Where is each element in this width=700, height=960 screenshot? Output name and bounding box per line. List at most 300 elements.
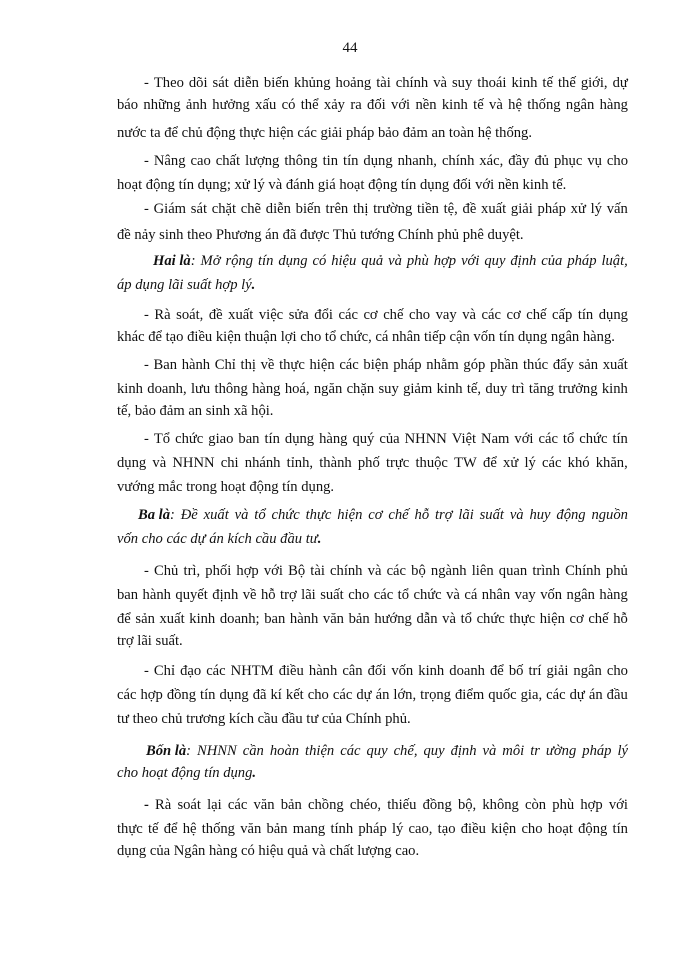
section-heading-line: Hai là: Mở rộng tín dụng có hiệu quả và phù hợp với quy định của pháp luật, [153, 253, 628, 269]
word: sửa [288, 307, 309, 323]
word: trì, [183, 563, 201, 579]
section-heading-line: Ba là: Đề xuất và tổ chức thực hiện cơ chế hỗ trợ lãi suất và huy động nguồn [138, 507, 628, 523]
word: lý [391, 821, 404, 837]
word: cho [348, 587, 370, 603]
word: hỗ [260, 587, 276, 603]
word: ngân [565, 97, 595, 113]
word: đồng [166, 687, 196, 703]
word: Việt [451, 431, 477, 447]
word: điều [278, 663, 304, 679]
word: Chỉ [214, 357, 236, 373]
word: điều [460, 821, 486, 837]
word: Theo [153, 75, 184, 91]
word: dụng [117, 455, 147, 471]
word: tín [612, 431, 628, 447]
word: hàng [252, 381, 281, 397]
word: báo [117, 97, 139, 113]
word: - [144, 563, 149, 579]
word: tín [264, 431, 280, 447]
text-line [117, 454, 628, 472]
word: suất [320, 587, 344, 603]
word: ban [117, 587, 139, 603]
word: liên [471, 563, 494, 579]
word: tín [343, 153, 359, 169]
word: chặt [211, 201, 237, 217]
word: và [482, 743, 497, 759]
word: còn [525, 797, 547, 813]
word: văn [322, 611, 344, 627]
word: cá [464, 587, 478, 603]
word: hợp [580, 797, 603, 813]
word: chéo, [349, 797, 382, 813]
text-line [117, 686, 628, 704]
word: cấp [552, 307, 573, 323]
word: sản [135, 611, 155, 627]
word: hỗ [613, 611, 628, 627]
word: chức [413, 587, 442, 603]
word: gia, [520, 687, 543, 703]
word: xử [503, 455, 519, 471]
word: Chính [565, 563, 601, 579]
word: chế [526, 307, 547, 323]
word: hoạt [547, 821, 573, 837]
word: - [144, 357, 149, 373]
word: quy [423, 743, 445, 759]
section-heading-line: vốn cho các dự án kích cầu đầu tư. [117, 531, 322, 547]
word: diễn [233, 75, 259, 91]
word: các [339, 357, 359, 373]
word: bố [508, 663, 524, 679]
word: cần [242, 743, 264, 759]
word: NHNN [197, 743, 237, 759]
word: tổ [254, 507, 266, 523]
section-label: Bốn là [146, 743, 187, 759]
word: duy [485, 381, 508, 397]
word: thế [557, 75, 576, 91]
word: để [483, 455, 497, 471]
text-line [117, 820, 628, 838]
word: ngành [430, 563, 467, 579]
word: kiện [491, 821, 517, 837]
word: doanh; [219, 611, 260, 627]
word: dụng [598, 307, 628, 323]
word: chi [220, 455, 239, 471]
word: Rà [154, 307, 171, 323]
word: đồng [422, 797, 452, 813]
word: pháp [393, 357, 422, 373]
word: hỗ [414, 507, 430, 523]
word: dẫn [416, 611, 438, 627]
word: tín [612, 821, 628, 837]
word: mang [292, 821, 326, 837]
word: các [117, 687, 137, 703]
word: chẽ [240, 201, 262, 217]
word: giải [510, 201, 533, 217]
word: khó [567, 455, 590, 471]
word: hoảng [335, 75, 372, 91]
word: bản [348, 611, 370, 627]
word: tổ [562, 431, 575, 447]
word: để [163, 821, 178, 837]
word: các [538, 431, 558, 447]
word: chức [579, 431, 608, 447]
text-line: nước ta để chủ động thực hiện các giải pháp bảo đảm an toàn hệ thống. [117, 125, 533, 141]
word: hàng [599, 587, 628, 603]
word: đề [462, 201, 477, 217]
word: hoá, [284, 381, 310, 397]
word: - [144, 431, 149, 447]
word: biện [363, 357, 389, 373]
word: động [578, 821, 608, 837]
word: kết [285, 687, 304, 703]
text-line [117, 586, 628, 604]
text-line: tế, bảo đảm an sinh xã hội. [117, 403, 274, 419]
word: huy [529, 507, 551, 523]
word: doanh [449, 663, 485, 679]
word: với [608, 797, 628, 813]
word: phối [205, 563, 232, 579]
word: cao, [408, 821, 433, 837]
word: lại [207, 797, 222, 813]
text-line: đề nảy sinh theo Phương án đã được Thủ tướng Chính phủ phê duyệt. [117, 227, 524, 243]
word: hành [181, 357, 211, 373]
word: tổ [460, 611, 472, 627]
word: xảy [323, 97, 345, 113]
word: án [588, 687, 603, 703]
word: vấn [606, 201, 628, 217]
word: nhanh, [397, 153, 437, 169]
section-heading-line: cho hoạt động tín dụng. [117, 765, 257, 781]
word: lớn, [393, 687, 417, 703]
word: nền [415, 97, 437, 113]
word: tế, [466, 381, 482, 397]
word: pháp [537, 201, 566, 217]
word: kinh [436, 381, 463, 397]
word: pháp [358, 821, 387, 837]
word: các [227, 797, 248, 813]
word: ra [350, 97, 362, 113]
text-line [117, 610, 628, 628]
word: các [338, 307, 358, 323]
word: trên [325, 201, 349, 217]
word: bộ [411, 563, 426, 579]
word: biến [295, 201, 321, 217]
text-line: khác để tạo điều kiện thuận lợi cho tổ chức, cá nhân tiếp cận vốn tín dụng ngân hàng. [117, 329, 615, 345]
word: giao [208, 431, 234, 447]
word: phù [552, 797, 575, 813]
word: tế [542, 75, 553, 91]
word: trực [385, 455, 410, 471]
word: vay [514, 587, 536, 603]
word: thuộc [415, 455, 448, 471]
word: Chỉ [153, 663, 176, 679]
word: hệ [508, 97, 522, 113]
word: sản [578, 357, 599, 373]
word: đầu [606, 687, 628, 703]
word: ban [238, 431, 260, 447]
word: hàng [599, 97, 628, 113]
word: giải [546, 663, 569, 679]
word: hành [308, 663, 338, 679]
word: thực [279, 357, 305, 373]
word: pháp [582, 743, 612, 759]
word: tỉnh, [286, 455, 314, 471]
word: trưởng [558, 381, 598, 397]
word: góp [463, 357, 486, 373]
word: và [446, 587, 460, 603]
word: cơ [506, 307, 521, 323]
word: hành [142, 587, 171, 603]
word: ảnh [185, 97, 207, 113]
word: tế [473, 97, 484, 113]
word: hệ [182, 821, 197, 837]
word: các [546, 687, 566, 703]
word: tính [330, 821, 354, 837]
word: thể [300, 97, 319, 113]
word: trọng [420, 687, 451, 703]
word: ngăn [313, 381, 343, 397]
word: thiếu [387, 797, 417, 813]
word: hiện [337, 507, 363, 523]
word: đẩy [552, 357, 574, 373]
word: với [514, 431, 534, 447]
text-line: dụng của Ngân hàng có hiệu quả và chất lượng cao. [117, 843, 420, 859]
word: đủ [534, 153, 549, 169]
word: thành [319, 455, 352, 471]
word: trường [373, 201, 413, 217]
word: xuất [159, 611, 185, 627]
word: đổi [314, 307, 333, 323]
word: Rà [155, 797, 172, 813]
word: thúc [523, 357, 549, 373]
text-line [117, 380, 628, 398]
text-line: trợ lãi suất. [117, 633, 183, 649]
word: phần [489, 357, 519, 373]
word: dõi [188, 75, 208, 91]
word: dự [612, 75, 628, 91]
word: - [144, 307, 149, 323]
word: tệ, [443, 201, 458, 217]
word: và [462, 307, 476, 323]
word: bản [266, 821, 288, 837]
word: giảm [403, 381, 433, 397]
word: kinh [441, 97, 468, 113]
word: - [144, 153, 149, 169]
word: hướng [374, 611, 412, 627]
word: thực [117, 821, 143, 837]
text-line [144, 430, 628, 448]
word: các [206, 663, 226, 679]
word: thống [527, 97, 561, 113]
word: và [489, 97, 503, 113]
text-line [117, 96, 628, 114]
word: xác, [479, 153, 504, 169]
word: hưởng [212, 97, 250, 113]
word: các [332, 687, 353, 703]
section-label: Hai là [153, 253, 191, 269]
word: chặn [346, 381, 375, 397]
word: thực [509, 611, 536, 627]
word: với [461, 253, 480, 269]
word: hoàn [269, 743, 300, 759]
word: thống [201, 821, 235, 837]
text-line: hoạt động tín dụng; xử lý và đánh giá hoạt động tín dụng đối với nền kinh tế. [117, 177, 567, 193]
word: dụng [284, 431, 315, 447]
word: quan [498, 563, 528, 579]
word: tin [322, 153, 339, 169]
word: xuất [602, 357, 628, 373]
word: của [379, 431, 400, 447]
word: ban [264, 611, 286, 627]
word: thông [214, 381, 248, 397]
word: dự [356, 687, 372, 703]
word: chế [388, 507, 409, 523]
text-line: vướng mắc trong hoạt động tín dụng. [117, 479, 335, 495]
word: và [152, 455, 167, 471]
word: hiện [539, 611, 565, 627]
word: pháp [567, 253, 597, 269]
word: khăn, [595, 455, 628, 471]
word: chính [330, 563, 363, 579]
word: NHNN [172, 455, 215, 471]
word: đối [367, 663, 387, 679]
word: cho [408, 307, 431, 323]
word: quốc [488, 687, 517, 703]
word: môi [502, 743, 525, 759]
word: tiền [416, 201, 439, 217]
word: đối [367, 97, 386, 113]
word: chế [383, 307, 404, 323]
word: đề [208, 307, 223, 323]
word: nhân [481, 587, 511, 603]
word: tr [530, 743, 540, 759]
word: trợ [434, 507, 453, 523]
word: với [263, 563, 283, 579]
word: và [234, 507, 249, 523]
text-line [144, 796, 628, 814]
word: kinh [418, 663, 445, 679]
word: hàng [319, 431, 348, 447]
word: dự [569, 687, 585, 703]
word: chế, [393, 743, 418, 759]
word: các [542, 455, 562, 471]
word: tín [577, 307, 594, 323]
word: cơ [368, 507, 383, 523]
text-line [144, 356, 628, 374]
word: sát [212, 75, 229, 91]
word: động [556, 507, 586, 523]
word: quy [484, 253, 506, 269]
word: có [281, 97, 296, 113]
word: và [442, 611, 456, 627]
word: ường [545, 743, 577, 759]
word: cơ [363, 307, 378, 323]
word: diễn [265, 201, 291, 217]
word: cho [606, 153, 628, 169]
word: thiện [305, 743, 335, 759]
word: tài [376, 75, 391, 91]
word: NHNN [404, 431, 447, 447]
word: đầy [508, 153, 530, 169]
word: xấu [255, 97, 277, 113]
word: suất [479, 507, 504, 523]
word: cho [521, 821, 543, 837]
word: soát, [176, 307, 204, 323]
word: chế [588, 611, 609, 627]
word: luật, [601, 253, 628, 269]
word: quả [361, 253, 384, 269]
word: chồng [308, 797, 344, 813]
word: tế [147, 821, 159, 837]
text-line: tư theo chủ trương kích cầu đầu tư của Chính phủ. [117, 711, 411, 727]
word: Đề [180, 507, 198, 523]
word: văn [253, 797, 275, 813]
word: trợ [280, 587, 297, 603]
word: NHTM [230, 663, 274, 679]
word: dụng [219, 687, 249, 703]
word: phục [553, 153, 583, 169]
word: bản [280, 797, 302, 813]
word: tạo [437, 821, 456, 837]
text-line [144, 74, 628, 92]
word: chức [175, 431, 204, 447]
word: cho [606, 663, 628, 679]
word: hợp [140, 687, 163, 703]
word: các [386, 563, 407, 579]
text-line [144, 662, 628, 680]
word: vốn [540, 587, 563, 603]
word: - [144, 75, 149, 91]
word: chính [395, 75, 429, 91]
word: những [143, 97, 181, 113]
section-heading-line: Bốn là: NHNN cần hoàn thiện các quy chế, quy định và môi tr ường pháp lý [146, 743, 628, 759]
word: hiệu [331, 253, 357, 269]
word: để [489, 663, 504, 679]
word: biến [263, 75, 290, 91]
word: tăng [528, 381, 555, 397]
word: lý [590, 201, 602, 217]
word: có [312, 253, 327, 269]
word: lý [524, 455, 536, 471]
word: không [482, 797, 519, 813]
word: quý [352, 431, 375, 447]
word: kinh [189, 611, 216, 627]
word: Mở [200, 253, 221, 269]
word: hiện [309, 357, 335, 373]
word: ngân [573, 663, 602, 679]
word: định [212, 587, 239, 603]
word: Tổ [153, 431, 171, 447]
word: trình [532, 563, 560, 579]
word: dụng [278, 253, 308, 269]
word: vụ [587, 153, 602, 169]
text-line [144, 152, 628, 170]
word: dụng [363, 153, 393, 169]
word: vay [435, 307, 457, 323]
word: suy [378, 381, 399, 397]
word: quyết [175, 587, 208, 603]
word: trí [528, 663, 542, 679]
word: định [510, 253, 537, 269]
text-line [144, 200, 628, 218]
word: hợp [236, 563, 259, 579]
word: về [260, 357, 275, 373]
word: đã [252, 687, 267, 703]
word: trì [511, 381, 525, 397]
word: chất [215, 153, 241, 169]
word: Ban [153, 357, 178, 373]
word: văn [240, 821, 262, 837]
